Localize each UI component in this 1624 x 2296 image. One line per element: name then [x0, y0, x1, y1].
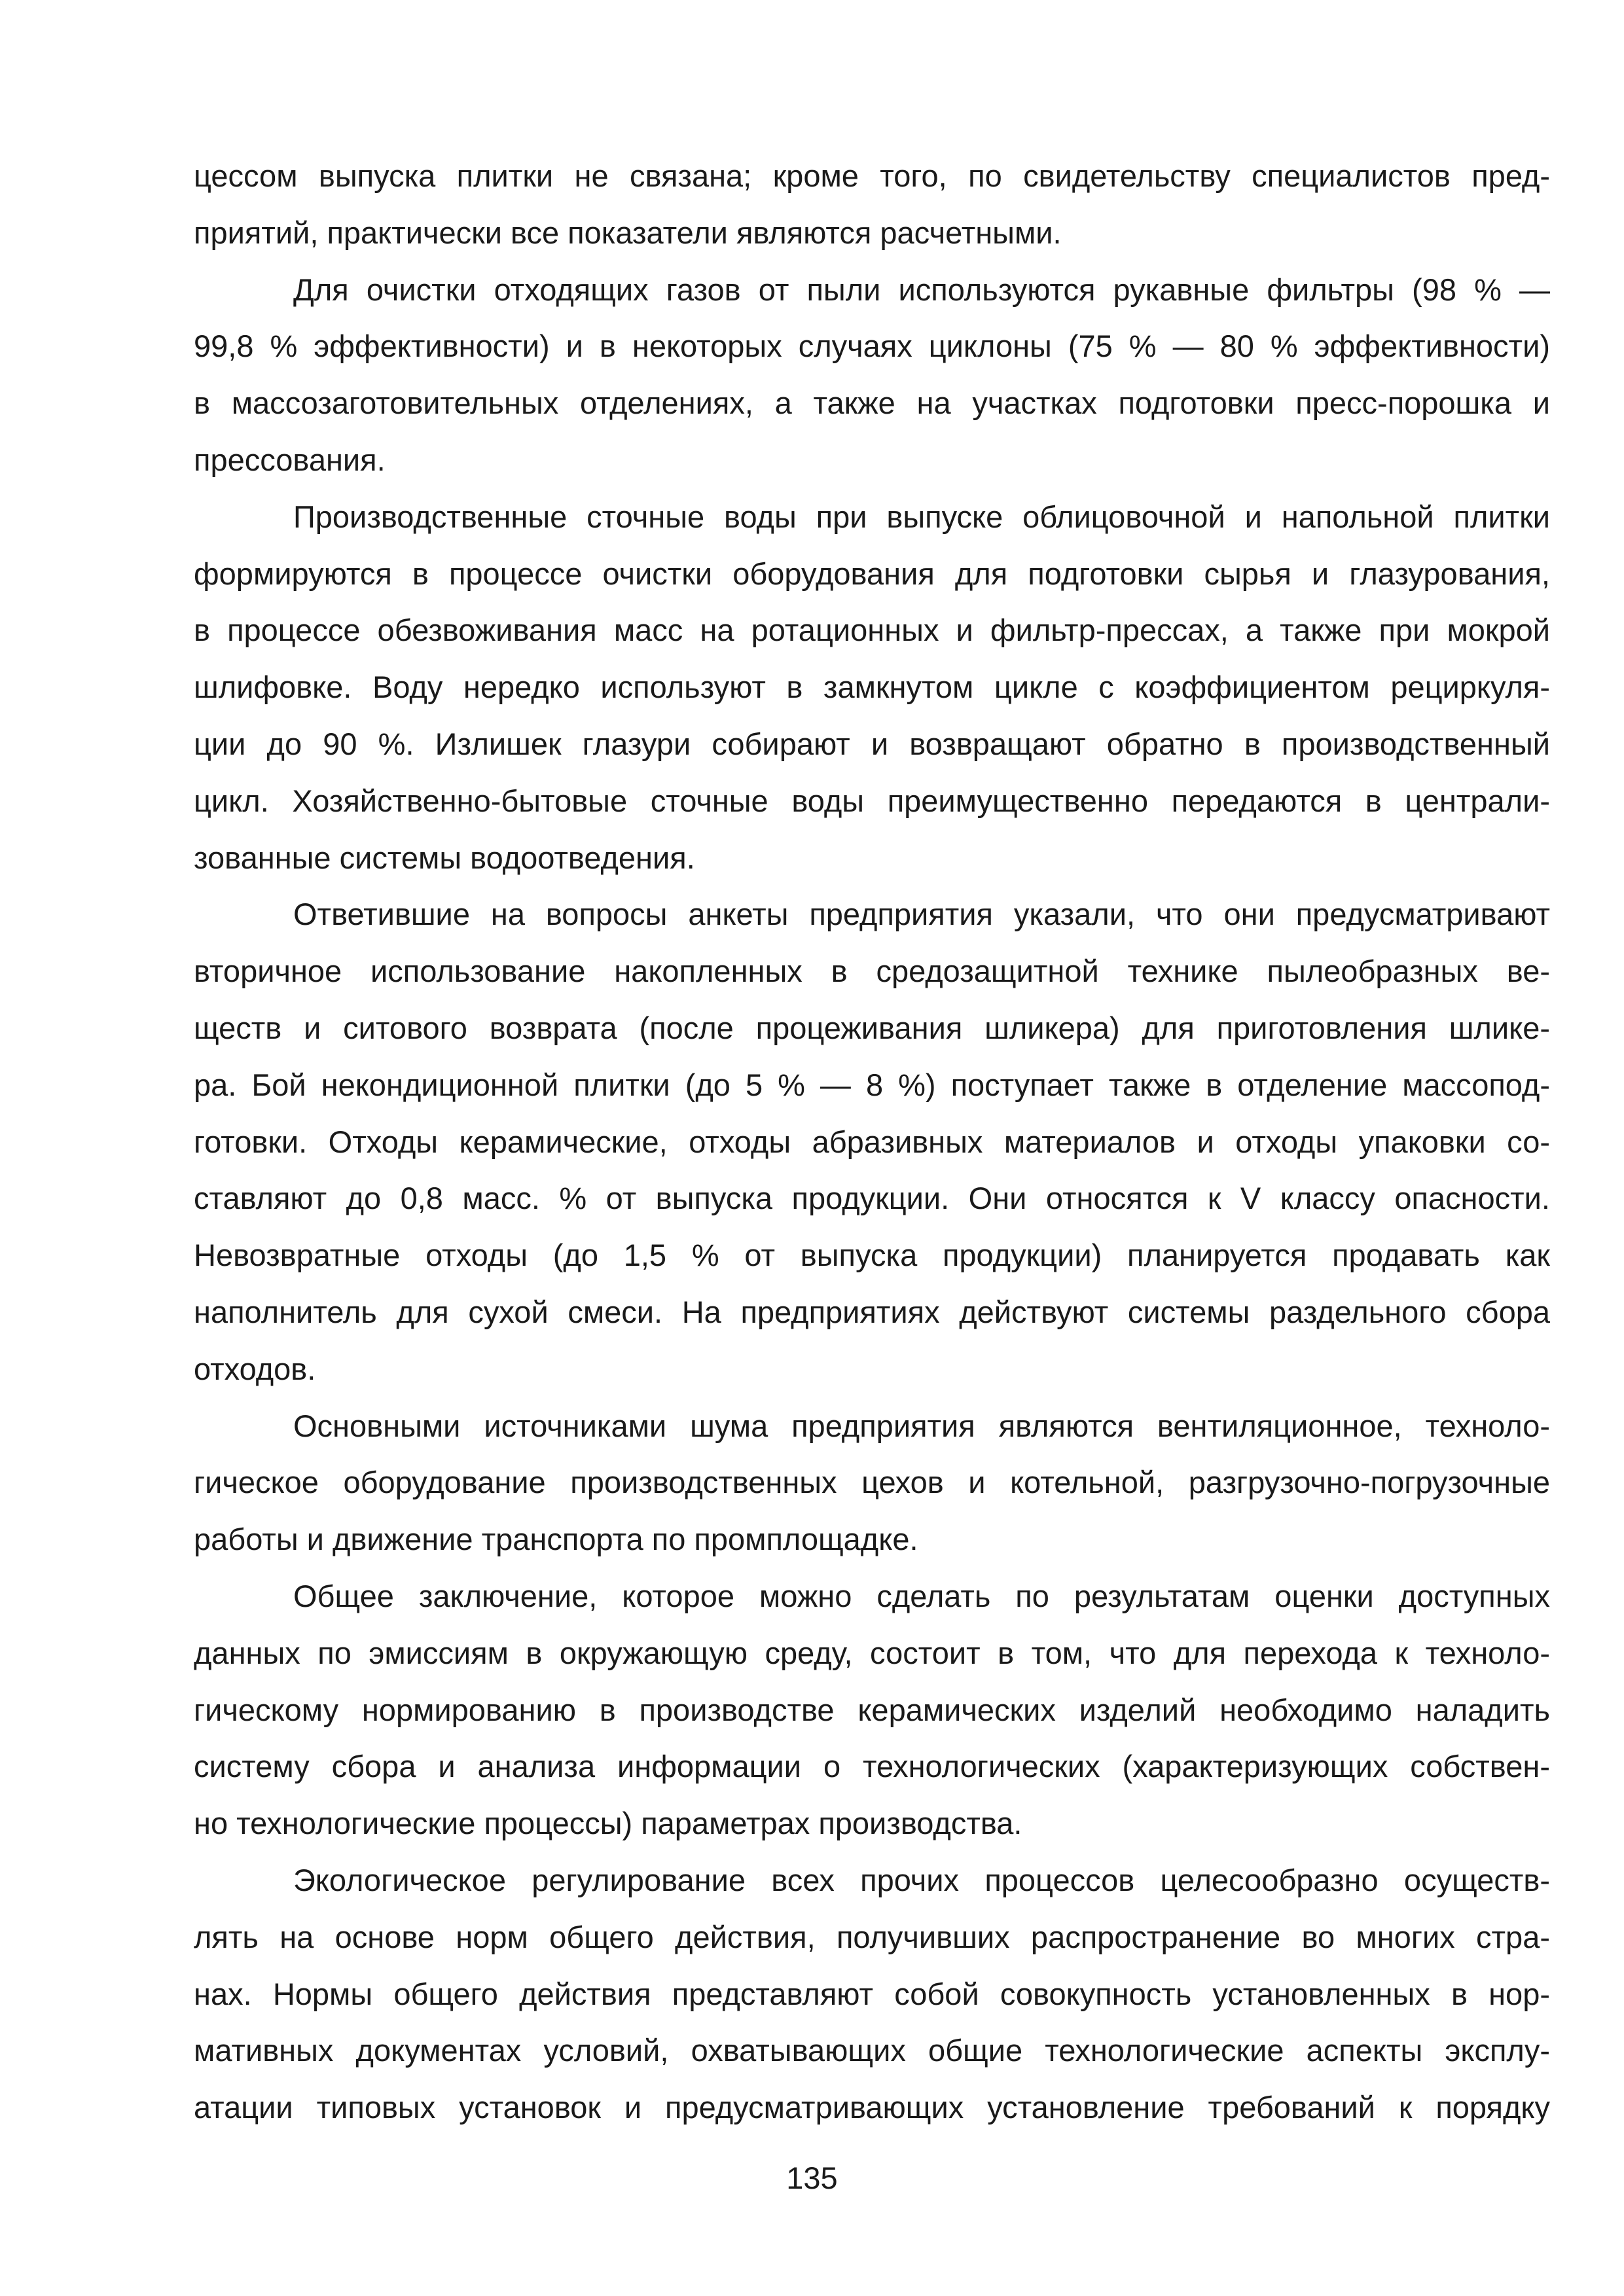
- text-line: вторичное использование накопленных в средозащитной технике пылеобразных ве-: [194, 954, 1550, 989]
- text-line: Невозвратные отходы (до 1,5 % от выпуска продукции) планируется продавать как: [194, 1238, 1550, 1273]
- text-line: отходов.: [194, 1351, 316, 1386]
- text-line: шлифовке. Воду нередко используют в замкнутом цикле с коэффициентом рециркуля-: [194, 670, 1550, 705]
- text-line: Ответившие на вопросы анкеты предприятия указали, что они предусматривают: [293, 897, 1550, 932]
- text-line: ществ и ситового возврата (после процеживания шликера) для приготовления шлике-: [194, 1010, 1550, 1045]
- text-line: цикл. Хозяйственно-бытовые сточные воды преимущественно передаются в централи-: [194, 783, 1550, 818]
- text-line: зованные системы водоотведения.: [194, 840, 695, 875]
- text-line: Производственные сточные воды при выпуске облицовочной и напольной плитки: [293, 499, 1550, 534]
- text-line: гическому нормированию в производстве керамических изделий необходимо наладить: [194, 1692, 1550, 1727]
- text-line: в процессе обезвоживания масс на ротационных и фильтр-прессах, а также при мокрой: [194, 613, 1550, 648]
- text-line: наполнитель для сухой смеси. На предприятиях действуют системы раздельного сбора: [194, 1294, 1550, 1329]
- text-line: данных по эмиссиям в окружающую среду, состоит в том, что для перехода к техноло-: [194, 1635, 1550, 1670]
- text-line: в массозаготовительных отделениях, а также на участках подготовки пресс-порошка и: [194, 386, 1550, 421]
- text-line: цессом выпуска плитки не связана; кроме того, по свидетельству специалистов пред-: [194, 158, 1550, 193]
- text-line: Экологическое регулирование всех прочих процессов целесообразно осуществ-: [293, 1862, 1550, 1897]
- page-number: 135: [786, 2161, 838, 2195]
- text-line: лять на основе норм общего действия, получивших распространение во многих стра-: [194, 1919, 1550, 1954]
- text-line: ции до 90 %. Излишек глазури собирают и возвращают обратно в производственный: [194, 726, 1550, 761]
- text-line: работы и движение транспорта по промплощадке.: [194, 1522, 918, 1557]
- text-line: прессования.: [194, 442, 386, 477]
- text-line: атации типовых установок и предусматривающих установление требований к порядку: [194, 2090, 1550, 2125]
- text-line: нах. Нормы общего действия представляют собой совокупность установленных в нор-: [194, 1976, 1550, 2011]
- text-line: но технологические процессы) параметрах производства.: [194, 1806, 1022, 1841]
- page-body-text: [194, 148, 1550, 2136]
- text-line: 99,8 % эффективности) и в некоторых случаях циклоны (75 % — 80 % эффективности): [194, 329, 1550, 364]
- text-line: ра. Бой некондиционной плитки (до 5 % — 8 %) поступает также в отделение массопод-: [194, 1067, 1550, 1102]
- text-line: готовки. Отходы керамические, отходы абразивных материалов и отходы упаковки со-: [194, 1124, 1550, 1159]
- text-line: Общее заключение, которое можно сделать по результатам оценки доступных: [293, 1578, 1550, 1613]
- text-line: Для очистки отходящих газов от пыли используются рукавные фильтры (98 % —: [293, 272, 1550, 307]
- text-line: систему сбора и анализа информации о технологических (характеризующих собствен-: [194, 1749, 1550, 1784]
- text-line: приятий, практически все показатели являются расчетными.: [194, 215, 1062, 250]
- text-line: Основными источниками шума предприятия являются вентиляционное, техноло-: [293, 1408, 1550, 1443]
- text-line: формируются в процессе очистки оборудования для подготовки сырья и глазурования,: [194, 556, 1550, 591]
- text-line: гическое оборудование производственных цехов и котельной, разгрузочно-погрузочные: [194, 1465, 1550, 1500]
- text-line: ставляют до 0,8 масс. % от выпуска продукции. Они относятся к V классу опасности.: [194, 1181, 1550, 1216]
- text-line: мативных документах условий, охватывающих общие технологические аспекты эксплу-: [194, 2033, 1550, 2068]
